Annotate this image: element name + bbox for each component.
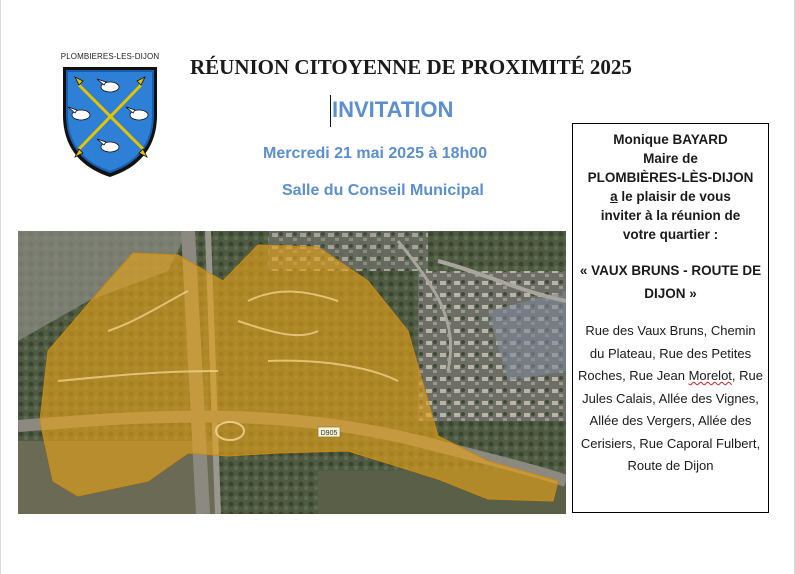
town-name: PLOMBIÈRES-LÈS-DIJON — [587, 170, 754, 185]
invite-line-1 — [573, 187, 768, 206]
mayor-role: Maire de — [643, 151, 698, 166]
quarter-name: « VAUX BRUNS - ROUTE DE DIJON » — [579, 263, 762, 301]
aerial-map-image — [18, 231, 566, 514]
invite-line-3: votre quartier : — [622, 227, 719, 242]
text-cursor — [330, 95, 331, 127]
neighborhood-map — [18, 231, 566, 514]
streets-flagged-word: Morelot — [688, 368, 732, 383]
crest-shield-icon — [59, 63, 161, 181]
town-crest — [55, 52, 165, 182]
invite-rest: le plaisir de vous — [617, 189, 731, 204]
event-date: Mercredi 21 mai 2025 à 18h00 — [263, 145, 488, 162]
invite-verb: a — [610, 189, 618, 204]
road-label: D905 — [320, 430, 338, 437]
street-list — [573, 320, 768, 478]
host-block — [573, 130, 768, 244]
streets-part-b: , Rue Jules Calais, Allée des Vignes, Allée des Vergers, Allée des Cerisiers, Rue Caporal Fulbert, Route de Dijon — [580, 368, 763, 473]
page-title: RÉUNION CITOYENNE DE PROXIMITÉ 2025 — [190, 55, 632, 79]
invitation-heading: INVITATION — [332, 97, 454, 122]
invite-line-2: inviter à la réunion de — [600, 208, 741, 223]
crest-label: PLOMBIERES-LES-DIJON — [60, 52, 160, 61]
streets-part-a: Rue des Vaux Bruns, Chemin du Plateau, Rue des Petites Roches, Rue Jean — [577, 323, 756, 383]
invitation-details-box — [572, 123, 769, 513]
page-border-left — [0, 0, 1, 574]
event-venue: Salle du Conseil Municipal — [282, 182, 484, 199]
mayor-name: Monique BAYARD — [613, 132, 728, 147]
